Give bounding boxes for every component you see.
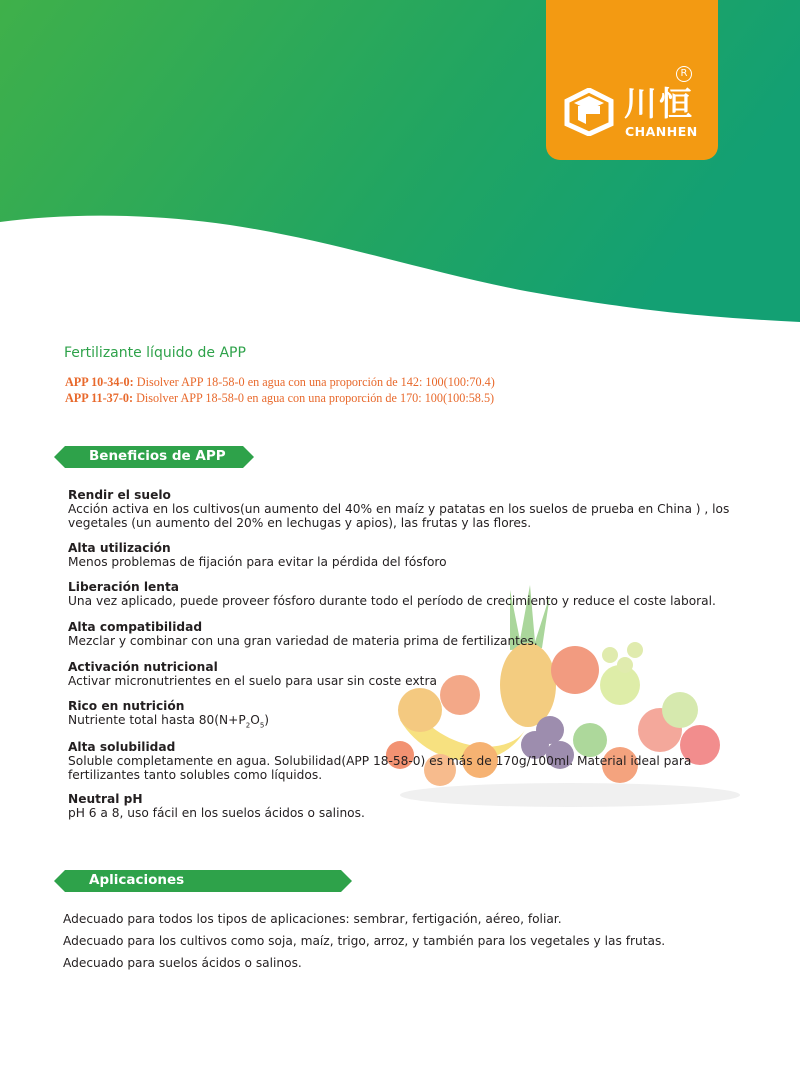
benefits-heading: Beneficios de APP: [89, 448, 226, 464]
formula-line: [65, 391, 494, 406]
benefit-item: [68, 792, 748, 820]
application-item: Adecuado para todos los tipos de aplicaciones: sembrar, fertigación, aéreo, foliar.: [63, 912, 562, 926]
chanhen-logo-icon: [564, 88, 614, 136]
benefit-title: Alta compatibilidad: [68, 620, 203, 634]
application-item: Adecuado para los cultivos como soja, maíz, trigo, arroz, y también para los vegetales y las frutas.: [63, 934, 666, 948]
benefit-title: Alta solubilidad: [68, 740, 176, 754]
benefit-description: Una vez aplicado, puede proveer fósforo durante todo el período de crecimiento y reduce el coste laboral.: [68, 594, 716, 608]
benefit-item: [68, 541, 748, 569]
formula-text: Disolver APP 18-58-0 en agua con una proporción de 142: 100(100:70.4): [133, 375, 495, 389]
benefit-description: Menos problemas de fijación para evitar la pérdida del fósforo: [68, 555, 447, 569]
formula-code: APP 11-37-0:: [65, 391, 134, 405]
product-title: Fertilizante líquido de APP: [64, 345, 246, 361]
benefit-description: Nutriente total hasta $80(N+P_2O_5)$: [68, 713, 270, 730]
application-item: Adecuado para suelos ácidos o salinos.: [63, 956, 302, 970]
benefit-description: Soluble completamente en agua. Solubilidad(APP 18-58-0) es más de 170g/100ml. Material ideal para fertilizantes tanto solubles como líquidos.: [68, 754, 692, 782]
benefit-item: [68, 620, 748, 648]
benefit-item: [68, 740, 748, 782]
brand-name-english: CHANHEN: [625, 124, 698, 139]
applications-heading: Aplicaciones: [89, 872, 185, 888]
benefit-description: Acción activa en los cultivos(un aumento del 40% en maíz y patatas en los suelos de prueba en China ) , los vegetales (un aumento del 20% en lechugas y apios), las frutas y las flores.: [68, 502, 730, 530]
benefit-title: Neutral pH: [68, 792, 143, 806]
benefit-title: Rico en nutrición: [68, 699, 185, 713]
benefit-description: Activar micronutrientes en el suelo para usar sin coste extra: [68, 674, 437, 688]
formula-line: [65, 375, 495, 390]
benefit-title: Liberación lenta: [68, 580, 180, 594]
benefit-title: Rendir el suelo: [68, 488, 171, 502]
brand-name-chinese: 川恒: [624, 84, 694, 123]
benefit-item: [68, 488, 748, 530]
benefit-title: Alta utilización: [68, 541, 171, 555]
benefit-title: Activación nutricional: [68, 660, 218, 674]
benefit-item: [68, 660, 748, 688]
formula-text: Disolver APP 18-58-0 en agua con una proporción de 170: 100(100:58.5): [133, 391, 495, 405]
benefit-description: pH 6 a 8, uso fácil en los suelos ácidos o salinos.: [68, 806, 365, 820]
brand-logo-card: [546, 0, 718, 160]
benefit-description: Mezclar y combinar con una gran variedad de materia prima de fertilizantes.: [68, 634, 538, 648]
registered-mark-icon: R: [676, 66, 692, 82]
benefit-item: [68, 580, 748, 608]
formula-code: APP 10-34-0:: [65, 375, 134, 389]
benefit-item: [68, 699, 748, 732]
